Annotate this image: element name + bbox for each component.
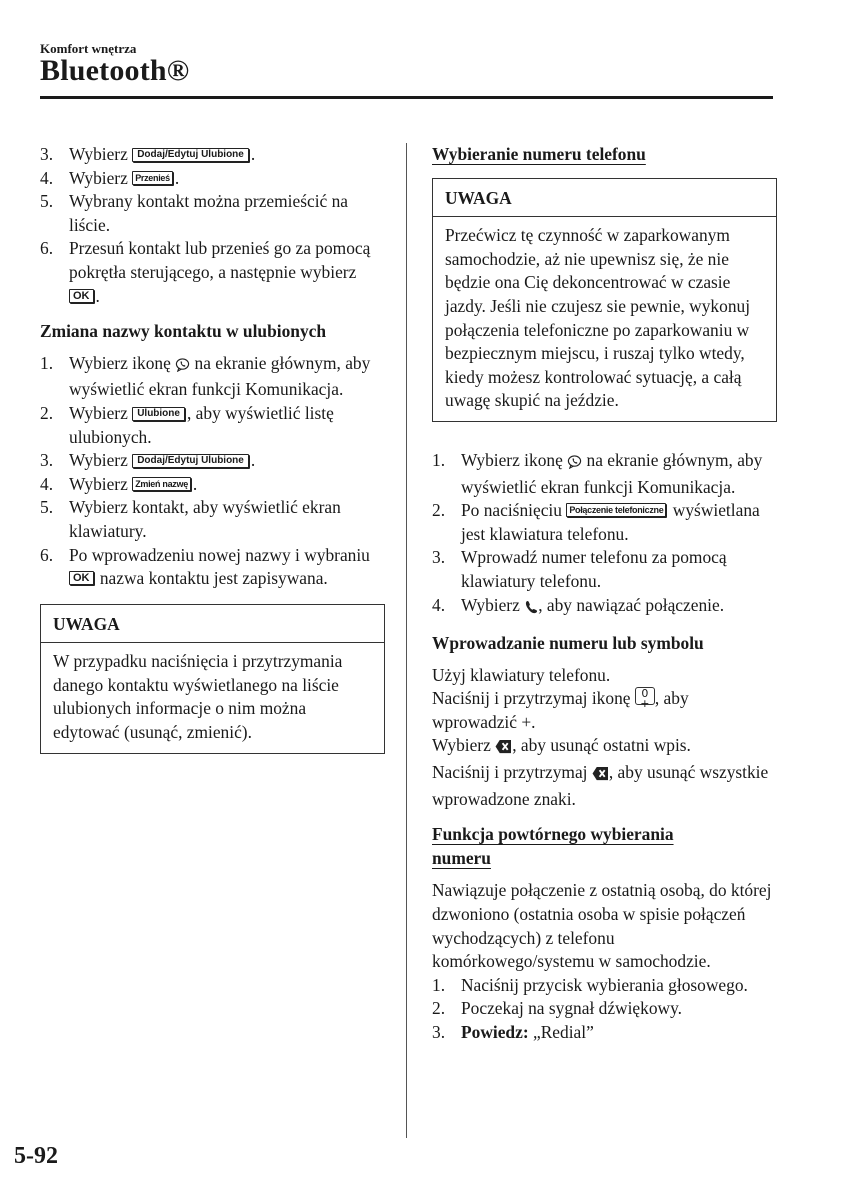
- step-text: Wybierz kontakt, aby wyświetlić ekran klawiatury.: [69, 497, 341, 541]
- note-body: W przypadku naciśnięcia i przytrzymania danego kontaktu wyświetlanego na liście ulubionych informacje o nim można edytować (usunąć, zmienić).: [53, 651, 343, 743]
- text-span: Wybierz: [432, 735, 491, 756]
- paragraph-line: Użyj klawiatury telefonu.: [432, 664, 611, 685]
- step-text: Wprowadź numer telefonu za pomocą klawiatury telefonu.: [461, 547, 727, 591]
- list-item: [40, 190, 385, 237]
- step-text: Naciśnij przycisk wybierania głosowego.: [461, 974, 748, 995]
- note-box: [432, 178, 777, 422]
- phone-call-button[interactable]: Połączenie telefoniczne: [566, 503, 666, 517]
- step-number: 5.: [40, 497, 54, 518]
- list-item: [432, 997, 777, 1021]
- step-text-after: .: [250, 450, 256, 471]
- list-item: [40, 496, 385, 543]
- note-body: Przećwicz tę czynność w zaparkowanym samochodzie, aż nie upewnisz się, że nie będzie ona Cię dekoncentrować w czasie jazdy. Jeśli nie czujesz sie pewnie, wykonuj połączenia telefoniczne po zaparkowaniu w bezpiecznym miejscu, i ruszaj tylko wtedy, kiedy możesz kontrolować sytuację, a całą uwagę skupić na jeździe.: [445, 225, 751, 411]
- paragraph-line: [432, 687, 777, 734]
- step-text: Wybierz: [69, 473, 128, 494]
- text-span: , aby usunąć ostatni wpis.: [512, 735, 691, 756]
- step-text: Wybierz: [461, 594, 520, 615]
- ok-button[interactable]: OK: [69, 571, 94, 585]
- move-button[interactable]: Przenieś: [132, 171, 173, 185]
- note-box: [40, 604, 385, 754]
- step-text: Powiedz:: [461, 1022, 529, 1042]
- step-number: 6.: [40, 238, 54, 259]
- rename-button[interactable]: Zmień nazwę: [132, 477, 191, 491]
- page-title: Bluetooth®: [40, 54, 190, 87]
- step-text-after: .: [174, 167, 180, 188]
- step-number: 3.: [40, 450, 54, 471]
- step-number: 2.: [40, 402, 54, 423]
- list-item: [432, 449, 777, 499]
- step-number: 4.: [432, 594, 446, 615]
- section-heading-redial-wrap: [432, 823, 722, 870]
- add-edit-favorites-button[interactable]: Dodaj/Edytuj Ulubione: [132, 148, 249, 162]
- step-text-after: , aby nawiązać połączenie.: [538, 594, 725, 615]
- step-text: Wybierz: [69, 402, 128, 423]
- step-number: 3.: [40, 144, 54, 164]
- step-number: 1.: [432, 449, 446, 470]
- list-item: [40, 352, 385, 402]
- step-text: Wybierz: [69, 450, 128, 471]
- note-title: UWAGA: [41, 605, 384, 644]
- step-text: Po naciśnięciu: [461, 500, 562, 521]
- step-number: 3.: [432, 1022, 446, 1042]
- step-text: Wybierz: [69, 144, 128, 164]
- step-text: Wybierz: [69, 167, 128, 188]
- list-item: [40, 143, 385, 167]
- header-divider: [40, 96, 773, 99]
- step-number: 6.: [40, 544, 54, 565]
- step-number: 1.: [432, 974, 446, 995]
- step-text-after: wyświetlana jest klawiatura telefonu.: [461, 500, 760, 544]
- list-item: [432, 594, 777, 621]
- step-text-after: .: [250, 144, 256, 164]
- list-item: [40, 544, 385, 591]
- page-number: 5-92: [14, 1143, 58, 1169]
- text-span: , aby usunąć wszystkie wprowadzone znaki.: [432, 762, 769, 809]
- text-span: Naciśnij i przytrzymaj: [432, 762, 588, 783]
- step-number: 4.: [40, 167, 54, 188]
- section-heading-dialing: Wybieranie numeru telefonu: [432, 144, 646, 164]
- step-text-after: „Redial”: [528, 1022, 594, 1042]
- list-item: [40, 473, 385, 497]
- step-text: Po wprowadzeniu nowej nazwy i wybraniu: [69, 544, 370, 565]
- paragraph-line: [432, 734, 777, 761]
- step-text: Wybierz ikonę: [461, 449, 563, 470]
- ok-button[interactable]: OK: [69, 289, 94, 303]
- list-item: [40, 167, 385, 191]
- phone-handset-icon[interactable]: [524, 597, 538, 621]
- list-item: [40, 402, 385, 449]
- step-number: 1.: [40, 352, 54, 373]
- column-divider: [406, 143, 407, 1138]
- add-edit-favorites-button[interactable]: Dodaj/Edytuj Ulubione: [132, 454, 249, 468]
- communication-icon[interactable]: [567, 452, 582, 476]
- dialing-steps-list: [432, 449, 777, 620]
- redial-paragraph: Nawiązuje połączenie z ostatnią osobą, do której dzwoniono (ostatnia osoba w spisie połączeń wychodzących) z telefonu komórkowego/systemu w samochodzie.: [432, 880, 772, 972]
- step-text-after: .: [192, 473, 198, 494]
- step-text-after: nazwa kontaktu jest zapisywana.: [95, 568, 328, 589]
- backspace-icon[interactable]: [495, 737, 512, 761]
- redial-steps-list: [432, 974, 777, 1045]
- communication-icon[interactable]: [175, 355, 190, 379]
- step-text: Poczekaj na sygnał dźwiękowy.: [461, 998, 683, 1019]
- note-title: UWAGA: [433, 179, 776, 218]
- step-number: 4.: [40, 473, 54, 494]
- right-column: [432, 143, 777, 1045]
- section-label: Komfort wnętrza: [40, 41, 137, 56]
- step-number: 3.: [432, 547, 446, 568]
- favorites-button[interactable]: Ulubione: [132, 407, 185, 421]
- section-heading-redial: Funkcja powtórnego wybierania numeru: [432, 824, 674, 868]
- list-item: [40, 237, 385, 308]
- left-column: [40, 143, 385, 754]
- list-item: [432, 499, 777, 546]
- paragraph-line: [432, 761, 777, 811]
- list-item: [40, 449, 385, 473]
- step-text-after: na ekranie głównym, aby wyświetlić ekran funkcji Komunikacja.: [461, 449, 763, 497]
- section-heading-number-entry: Wprowadzanie numeru lub symbolu: [432, 633, 704, 654]
- step-number: 5.: [40, 191, 54, 212]
- step-text-after: , aby wyświetlić listę ulubionych.: [69, 402, 334, 447]
- list-item: [432, 546, 777, 593]
- step-number: 2.: [432, 998, 446, 1019]
- step-text: Przesuń kontakt lub przenieś go za pomocą pokrętła sterującego, a następnie wybierz: [69, 238, 371, 282]
- text-span: Naciśnij i przytrzymaj ikonę: [432, 688, 631, 709]
- step-text: Wybrany kontakt można przemieścić na liście.: [69, 191, 349, 235]
- step-text: Wybierz ikonę: [69, 352, 171, 373]
- step-number: 2.: [432, 500, 446, 521]
- list-item: [432, 1021, 777, 1045]
- step-text-after: .: [95, 285, 100, 306]
- text-span: , aby wprowadzić +.: [432, 688, 689, 732]
- list-item: [432, 974, 777, 998]
- section-heading-rename: Zmiana nazwy kontaktu w ulubionych: [40, 321, 327, 342]
- zero-plus-key-icon[interactable]: 0 +: [635, 687, 655, 705]
- rename-steps-list: [40, 352, 385, 591]
- backspace-icon[interactable]: [592, 764, 609, 788]
- step-text-after: na ekranie głównym, aby wyświetlić ekran funkcji Komunikacja.: [69, 352, 371, 400]
- reorder-steps-list: [40, 143, 385, 308]
- number-entry-paragraph: [432, 664, 777, 812]
